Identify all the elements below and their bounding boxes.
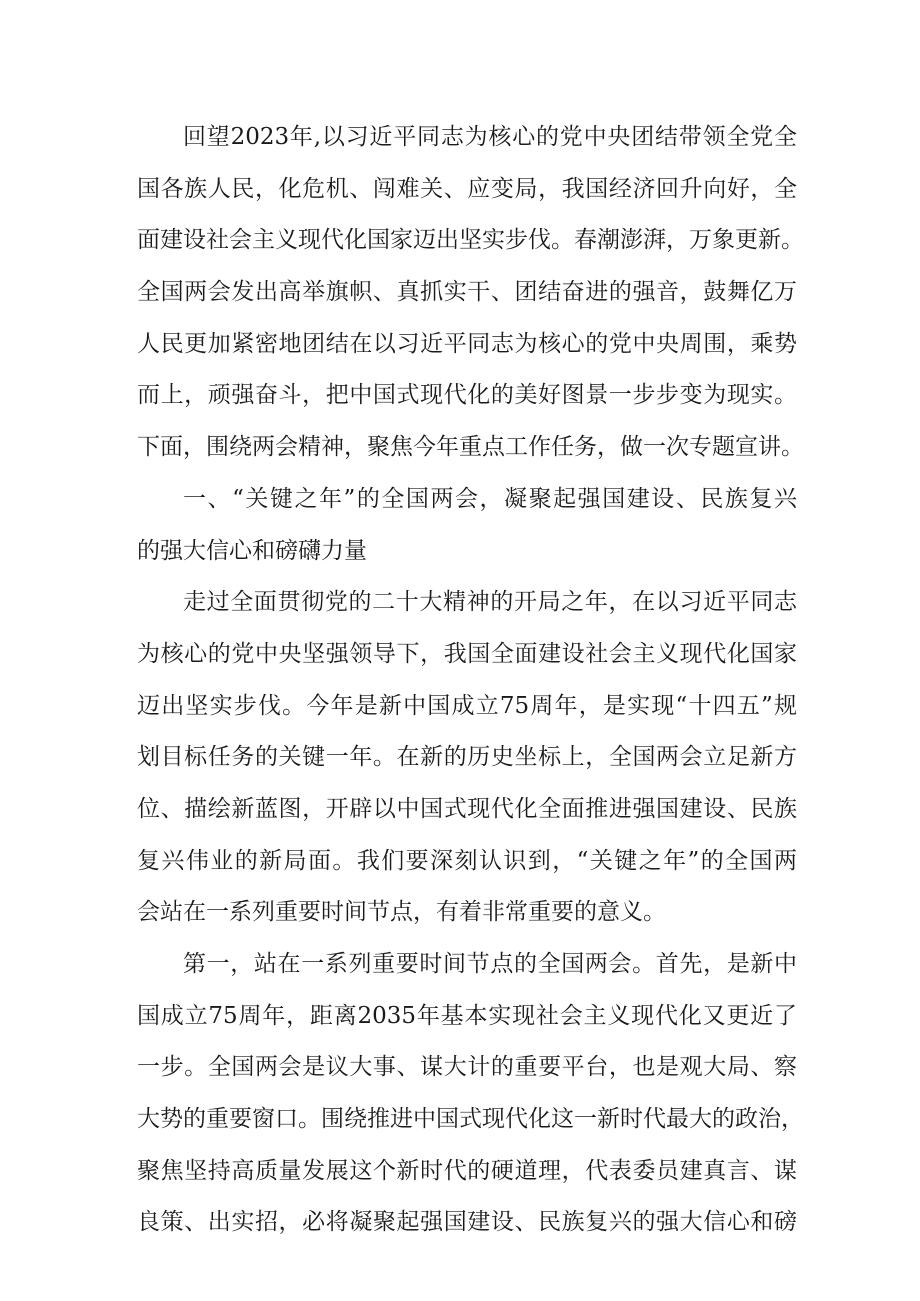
paragraph-line: 位、描绘新蓝图，开辟以中国式现代化全面推进强国建设、民族 [137,795,797,822]
paragraph-line: 聚焦坚持高质量发展这个新时代的硬道理，代表委员建真言、谋 [137,1157,797,1184]
paragraph-line: 下面，围绕两会精神，聚焦今年重点工作任务，做一次专题宣讲。 [137,434,804,461]
paragraph-line: 而上，顽强奋斗，把中国式现代化的美好图景一步步变为现实。 [137,382,797,409]
document-body [137,112,804,1249]
section-heading-line: 的强大信心和磅礴力量 [137,537,367,564]
paragraph-line: 国各族人民，化危机、闯难关、应变局，我国经济回升向好，全 [137,175,797,202]
paragraph-line: 走过全面贯彻党的二十大精神的开局之年，在以习近平同志 [183,589,797,616]
paragraph-line: 第一，站在一系列重要时间节点的全国两会。首先，是新中 [183,951,797,977]
paragraph-line: 面建设社会主义现代化国家迈出坚实步伐。春潮澎湃，万象更新。 [137,227,804,254]
paragraph-line: 全国两会发出高举旗帜、真抓实干、团结奋进的强音，鼓舞亿万 [137,279,797,306]
section-heading-line: 一、“关键之年”的全国两会，凝聚起强国建设、民族复兴 [183,485,797,512]
paragraph-line: 划目标任务的关键一年。在新的历史坐标上，全国两会立足新方 [137,744,797,771]
paragraph-line: 回望2023年,以习近平同志为核心的党中央团结带领全党全 [183,124,797,150]
paragraph-line: 迈出坚实步伐。今年是新中国成立75周年，是实现“十四五”规 [137,692,797,719]
paragraph-line: 为核心的党中央坚强领导下，我国全面建设社会主义现代化国家 [137,640,797,667]
paragraph-line: 良策、出实招，必将凝聚起强国建设、民族复兴的强大信心和磅 [137,1209,797,1236]
paragraph-line: 复兴伟业的新局面。我们要深刻认识到，“关键之年”的全国两 [137,847,797,874]
paragraph-line: 国成立75周年，距离2035年基本实现社会主义现代化又更近了 [137,1002,797,1029]
paragraph-line: 一步。全国两会是议大事、谋大计的重要平台，也是观大局、察 [137,1054,797,1081]
paragraph-line: 大势的重要窗口。围绕推进中国式现代化这一新时代最大的政治， [137,1106,804,1133]
paragraph-line: 会站在一系列重要时间节点，有着非常重要的意义。 [137,899,666,926]
paragraph-line: 人民更加紧密地团结在以习近平同志为核心的党中央周围，乘势 [137,330,797,357]
